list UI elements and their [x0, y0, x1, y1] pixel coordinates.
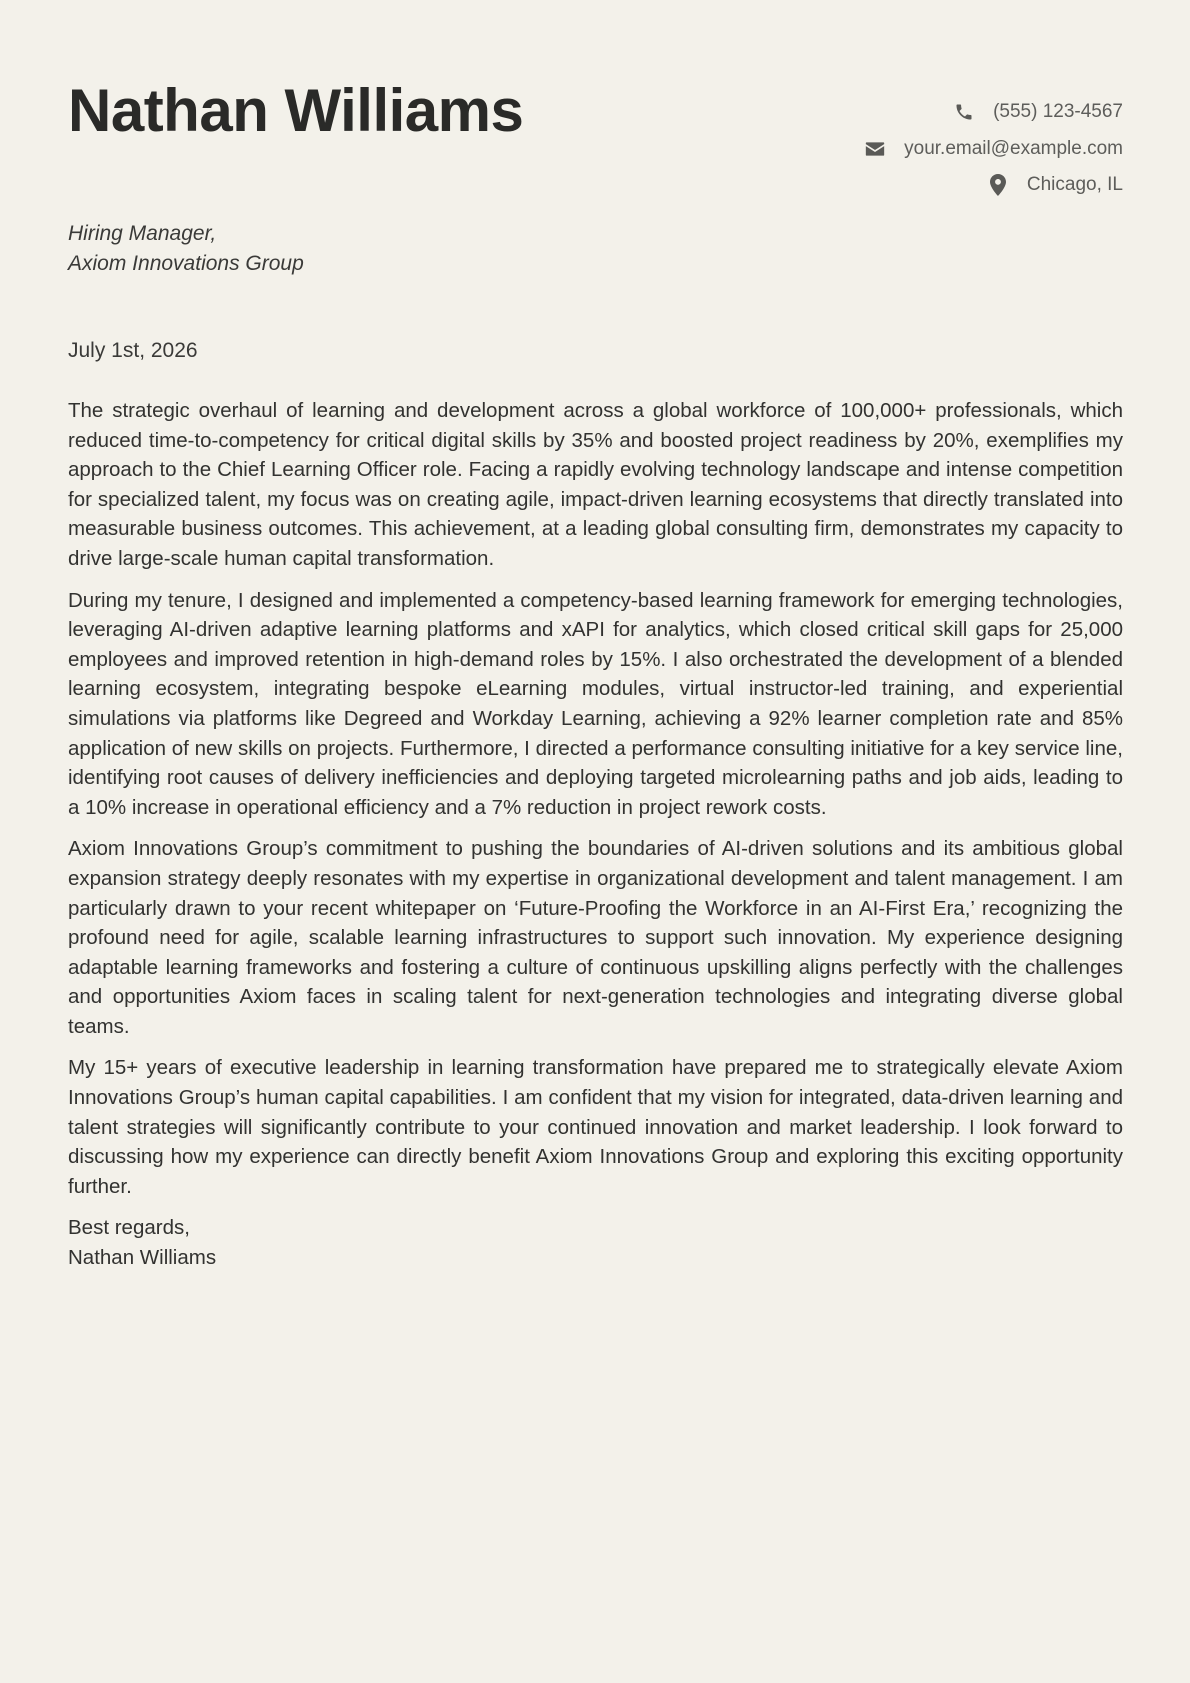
cover-letter-page: [68, 0, 1123, 1683]
body-paragraph: Axiom Innovations Group’s commitment to pushing the boundaries of AI-driven solutions and its ambitious global expansion strategy deeply resonates with my expertise in organizational development and talent management. I am particularly drawn to your recent whitepaper on ‘Future-Proofing the Workforce in an AI-First Era,’ recognizing the profound need for agile, scalable learning infrastructures to support such innovation. My experience designing adaptable learning frameworks and fostering a culture of continuous upskilling aligns perfectly with the challenges and opportunities Axiom faces in scaling talent for next-generation technologies and integrating diverse global teams.: [68, 837, 1123, 1038]
body-paragraph: My 15+ years of executive leadership in learning transformation have prepared me to strategically elevate Axiom Innovations Group’s human capital capabilities. I am confident that my vision for integrated, data-driven learning and talent strategies will significantly contribute to your continued innovation and market leadership. I look forward to discussing how my experience can directly benefit Axiom Innovations Group and exploring this exciting opportunity further.: [68, 1056, 1123, 1198]
sender-name: Nathan Williams: [68, 77, 524, 144]
signature-name: Nathan Williams: [68, 1246, 217, 1270]
email-text: your.email@example.com: [904, 137, 1123, 159]
location-text: Chicago, IL: [1026, 174, 1123, 196]
contact-email: [864, 131, 1123, 168]
phone-text: (555) 123-4567: [993, 101, 1123, 123]
recipient-block: [68, 219, 304, 278]
signoff-block: [68, 1213, 1123, 1272]
phone-icon: [953, 101, 975, 123]
map-pin-icon: [987, 174, 1009, 196]
recipient-title: Hiring Manager,: [68, 222, 217, 245]
body-paragraph: The strategic overhaul of learning and development across a global workforce of 100,000+ professionals, which reduced time-to-competency for critical digital skills by 35% and boosted project readiness by 20%, exemplifies my approach to the Chief Learning Officer role. Facing a rapidly evolving technology landscape and intense competition for specialized talent, my focus was on creating agile, impact-driven learning ecosystems that directly translated into measurable business outcomes. This achievement, at a leading global consulting firm, demonstrates my capacity to drive large-scale human capital transformation.: [68, 399, 1123, 570]
letter-body: [68, 396, 1123, 1273]
contact-block: [864, 94, 1123, 204]
recipient-company: Axiom Innovations Group: [68, 251, 304, 275]
letter-date: July 1st, 2026: [68, 339, 198, 362]
letter-header: [68, 0, 1123, 200]
envelope-icon: [864, 138, 886, 160]
closing-salutation: Best regards,: [68, 1216, 190, 1240]
body-paragraph: During my tenure, I designed and implemented a competency-based learning framework for emerging technologies, leveraging AI-driven adaptive learning platforms and xAPI for analytics, which closed critical skill gaps for 25,000 employees and improved retention in high-demand roles by 15%. I also orchestrated the development of a blended learning ecosystem, integrating bespoke eLearning modules, virtual instructor-led training, and experiential simulations via platforms like Degreed and Workday Learning, achieving a 92% learner completion rate and 85% application of new skills on projects. Furthermore, I directed a performance consulting initiative for a key service line, identifying root causes of delivery inefficiencies and deploying targeted microlearning paths and job aids, leading to a 10% increase in operational efficiency and a 7% reduction in project rework costs.: [68, 588, 1123, 819]
contact-location: [864, 167, 1123, 204]
contact-phone: [864, 94, 1123, 131]
